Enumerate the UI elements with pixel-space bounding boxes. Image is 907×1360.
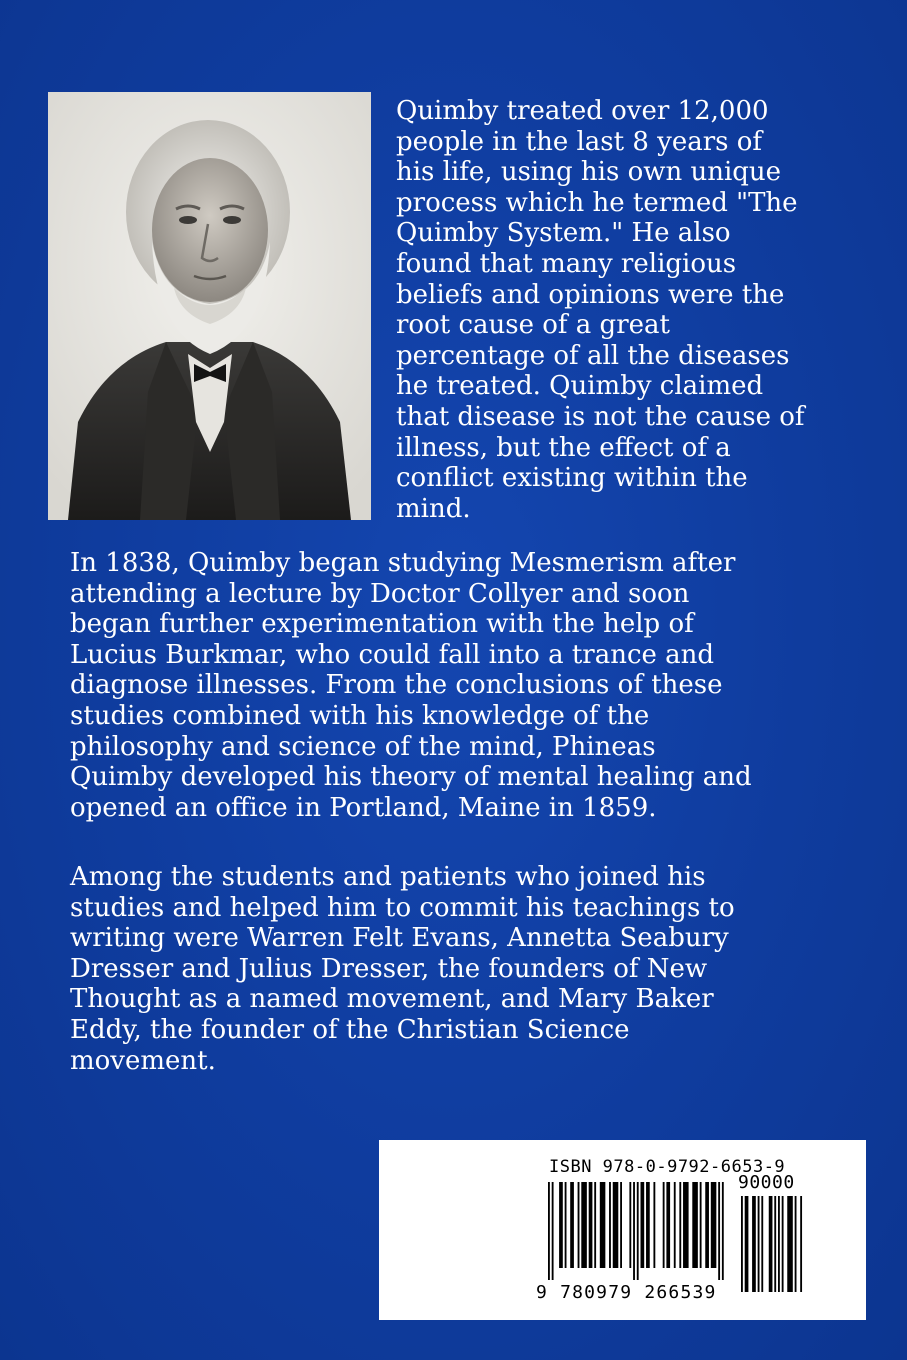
barcode-bar: [613, 1182, 619, 1268]
barcode-bar: [600, 1182, 606, 1268]
barcode-bar: [718, 1182, 720, 1280]
barcode-bar: [679, 1182, 681, 1268]
paragraph-students: Among the students and patients who joined his studies and helped him to commit his teachings to writing were Warren Felt Evans, Annetta Seabury Dresser and Julius Dresser, the founders of New Thought as a named movement, and Mary Baker Eddy, the founder of the Christian Science movement.: [70, 862, 735, 1076]
barcode-bar: [705, 1182, 709, 1268]
barcode-bar: [722, 1182, 724, 1280]
barcode-bar: [646, 1182, 650, 1268]
barcode-bar: [637, 1182, 639, 1280]
barcode-bar: [774, 1196, 776, 1292]
barcode-bar: [758, 1196, 760, 1292]
barcode-bar: [620, 1182, 622, 1268]
barcode-bar: [578, 1182, 580, 1268]
barcode-bar: [565, 1182, 567, 1268]
barcode-bar: [795, 1196, 797, 1292]
ean-barcode-bars: [548, 1182, 726, 1280]
barcode-bar: [548, 1182, 550, 1280]
barcode-bar: [629, 1182, 631, 1268]
ean-digits: 9 780979 266539: [536, 1282, 717, 1303]
barcode-bar: [711, 1182, 717, 1268]
barcode-bar: [800, 1196, 802, 1292]
barcode-bar: [782, 1196, 784, 1292]
barcode-bar: [552, 1182, 554, 1280]
barcode-bar: [559, 1182, 563, 1268]
barcode-bar: [594, 1182, 596, 1268]
isbn-label: ISBN 978-0-9792-6653-9: [549, 1157, 786, 1177]
barcode-bar: [745, 1196, 749, 1292]
barcode-bar: [741, 1196, 743, 1292]
barcode-bar: [752, 1196, 756, 1292]
barcode-bar: [581, 1182, 587, 1268]
portrait-photo: [48, 92, 371, 520]
barcode-bar: [683, 1182, 689, 1268]
addon-barcode-bars: [741, 1196, 803, 1304]
barcode-bar: [570, 1182, 574, 1268]
barcode-bar: [633, 1182, 635, 1280]
barcode-bar: [778, 1196, 780, 1292]
portrait-illustration: [48, 92, 371, 520]
barcode-bar: [674, 1182, 676, 1268]
barcode-bar: [609, 1182, 611, 1268]
barcode-bar: [769, 1196, 773, 1292]
paragraph-mesmerism: In 1838, Quimby began studying Mesmerism after attending a lecture by Doctor Collyer and soon began further experimentation with the help of Lucius Burkmar, who could fall into a trance and diagnose illnesses. From the conclusions of these studies combined with his knowledge of the philosophy and science of the mind, Phineas Quimby developed his theory of mental healing and opened an office in Portland, Maine in 1859.: [70, 548, 752, 823]
barcode-bar: [663, 1182, 665, 1268]
paragraph-quimby-system: Quimby treated over 12,000 people in the last 8 years of his life, using his own unique process which he termed "The Quimby System." He also found that many religious beliefs and opinions were the root cause of a great percentage of all the diseases he treated. Quimby claimed that disease is not the cause of illness, but the effect of a conflict existing within the mind.: [396, 96, 805, 524]
price-code: 90000: [738, 1172, 795, 1193]
barcode-bar: [641, 1182, 645, 1268]
barcode-bar: [787, 1196, 793, 1292]
barcode-bar: [653, 1182, 655, 1268]
barcode-bar: [589, 1182, 593, 1268]
barcode-bar: [692, 1182, 698, 1268]
barcode-bar: [700, 1182, 702, 1268]
barcode-bar: [761, 1196, 763, 1292]
barcode-bar: [666, 1182, 670, 1268]
